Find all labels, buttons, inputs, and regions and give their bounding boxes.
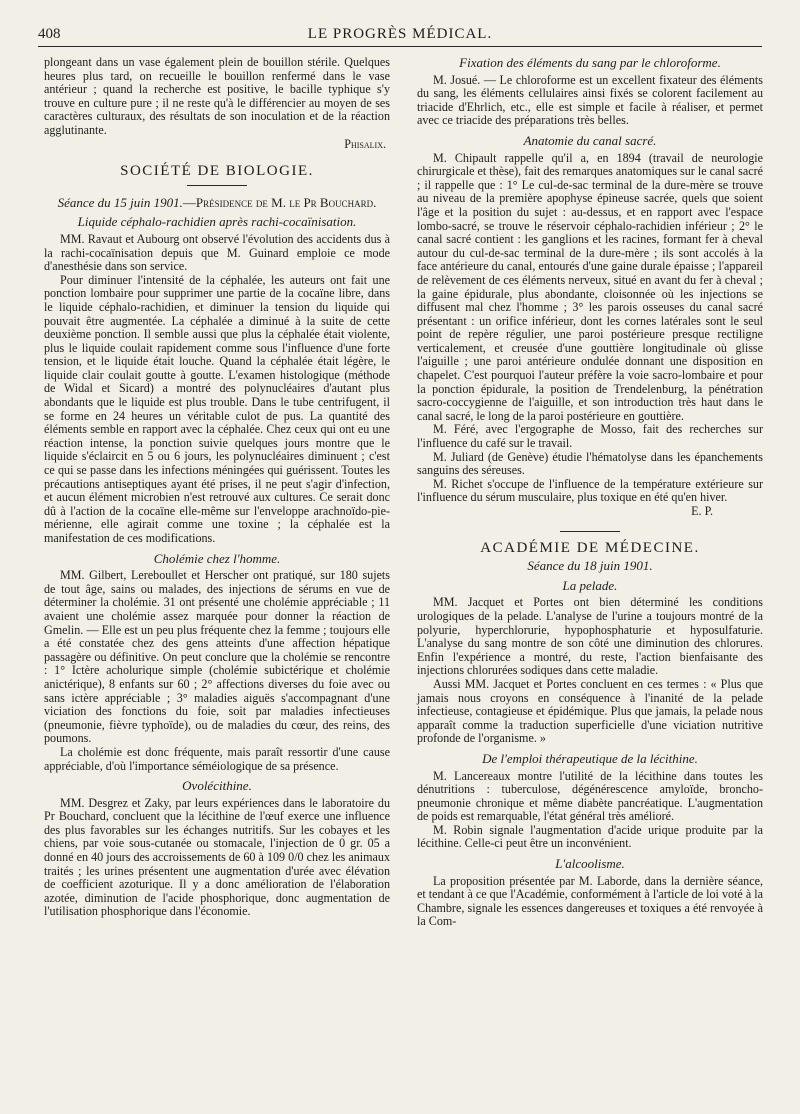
paragraph: MM. Gilbert, Lereboullet et Herscher ont pratiqué, sur 180 sujets de tout âge, sains ou malades, des injections de sérums en vue de déterminer la cholémie. 31 ont présenté une cholémie appréciable ; 11 avaient une cholémie assez marquée pour donner la réaction de Gmelin. — Elle est un peu plus fréquente chez la femme ; toujours elle a été constatée chez des gens atteints d'une affection hépatique passagère ou définitive. On peut conclure que la cholémie se rencontre : 1° Ictère acholurique simple (cholémie subictérique et cholémie anictérique), 8 enfants sur 60 ; 2° affections diverses du foie avec ou sans ictère appréciable ; 3° maladies aiguës s'accompagnant d'une viciation des fonctions du foie, soit par maladies infectieuses (pneumonie, fièvre typhoïde), ou de maladies du cœur, des reins, des poumons. — [44, 568, 390, 746]
seance-line — [44, 196, 390, 210]
section-body-lecithine — [417, 770, 763, 852]
page-number: 408 — [38, 26, 61, 42]
paragraph: M. Féré, avec l'ergographe de Mosso, fait des recherches sur l'influence du café sur le travail. — [417, 422, 763, 451]
seance-date: Séance du 15 juin 1901. — [57, 194, 183, 210]
title-rule — [187, 185, 247, 186]
paragraph: M. Juliard (de Genève) étudie l'hématolyse dans les épanchements sanguins des séreuses. — [417, 449, 763, 478]
left-column — [44, 56, 390, 919]
running-title: LE PROGRÈS MÉDICAL. — [307, 26, 493, 42]
intro-signature: Phisalix. — [344, 136, 386, 151]
paragraph: Pour diminuer l'intensité de la céphalée, les auteurs ont fait une ponction lombaire pour supprimer une partie de la cocaïne libre, dans le liquide céphalo-rachidien, et diminuer la tension du liquide qui pouvait être augmentée. La céphalée a diminué à la suite de cette deuxième ponction. Il semble aussi que plus la céphalée était violente, plus le liquide coulait rapidement comme sous l'influence d'une forte tension, et le liquide était louche. Quand la céphalée était légère, le liquide clair coulait goutte à goutte. L'examen histologique (méthode de Widal et Sicard) a montré des polynucléaires d'autant plus abondants que le liquide est plus trouble. Dans le tube centrifugent, il se forme en 24 heures un véritable culot de pus. La quantité des éléments semble en rapport avec la céphalée. Chez ceux qui ont eu une réaction intense, la ponction suivie quelques jours montre que le liquide s'éclaircit en 5 ou 6 jours, les polynucléaires diminuent ; c'est ce qui se passe dans les infections méningées qui guérissent. Toutes les précautions antiseptiques ayant été prises, il ne peut s'agir d'infection, et aucun élément microbien n'est retrouvé aux cultures. Ce serait donc dû à l'action de la cocaïne elle-même sur l'enveloppe arachnoïdo-pie-mérienne, elle agirait comme une toxine ; la céphalée est la manifestation de ces modifications. — [44, 272, 390, 545]
intro-paragraph: plongeant dans un vase également plein de bouillon stérile. Quelques heures plus tard, on recueille le bouillon renfermé dans le vase antérieur ; quand la recherche est positive, le bacille typhique s'y trouve en culture pure ; il ne reste qu'à le différencier au moyen de ses caractères culturaux, des résultats de son inoculation et de la réaction agglutinante. — [44, 55, 390, 137]
paragraph: MM. Ravaut et Aubourg ont observé l'évolution des accidents dus à la rachi-cocaïnisation depuis que M. Guinard emploie ce mode d'anesthésie dans son service. — [44, 231, 390, 274]
section-title-pelade: La pelade. — [562, 577, 618, 593]
section-title-ovolecithine: Ovolécithine. — [182, 778, 252, 794]
academy-date: Séance du 18 juin 1901. — [527, 558, 653, 574]
section-body-pelade — [417, 596, 763, 746]
paragraph: La cholémie est donc fréquente, mais paraît ressortir d'une cause appréciable, d'où l'importance séméiologique de sa présence. — [44, 744, 390, 773]
page-header — [38, 26, 762, 47]
paragraph: Aussi MM. Jacquet et Portes concluent en ces termes : « Plus que jamais nous croyons en conséquence à l'inanité de la pelade infectieuse, contagieuse et épidémique. Plus que jamais, la pelade nous apparaît comme la traduction superficielle d'une viciation nutritive profonde de l'organisme. » — [417, 676, 763, 746]
seance-presidence: —Présidence de M. le Pr Bouchard. — [182, 194, 377, 210]
paragraph: M. Chipault rappelle qu'il a, en 1894 (travail de neurologie chirurgicale et thèse), fait des remarques anatomiques sur le canal sacré ; il rappelle que : 1° Le cul-de-sac terminal de la dure-mère se trouve au niveau de la première apophyse épineuse sacrée, quels que soient l'âge et la position du sujet : au-dessus, et en rapport avec l'espace lombo-sacré, se trouve le réservoir céphalo-rachidien inférieur ; 2° le canal sacré contient : les ganglions et les racines, formant fer à cheval autour du cul-de-sac terminal de la dure-mère ; ils sont accolés à la face antérieure du canal, entourés d'une gaine durale épaisse ; l'appareil de relèvement de ces éléments nerveux, situé en avant du fer à cheval ; la gaine épidurale, plus abondante, cloisonnée où les injections se diffusent mal chez l'homme ; 3° les parois osseuses du canal sacré présentant : un orifice inférieur, dont les cornes latérales sont le seul point de repère régulier, une paroi postérieure presque rectiligne verticalement, et creusée d'une gouttière longitudinale où glisse l'aiguille ; une paroi antérieure ondulée donnant une disposition en chapelet. C'est pourquoi l'auteur préfère la voie sacro-lombaire et pour la ponction épidurale, la position de Trendelenburg, la pénétration sacro-coccygienne de l'aiguille, et son introduction très haut dans le canal sacré, le long de la paroi postérieure en gouttière. — [417, 150, 763, 423]
section-body-canal-sacre — [417, 152, 763, 505]
society-title: SOCIÉTÉ DE BIOLOGIE. — [120, 163, 314, 180]
section-title-alcoolisme: L'alcoolisme. — [555, 856, 625, 872]
paragraph: M. Richet s'occupe de l'influence de la température extérieure sur l'influence du sérum musculaire, plus toxique en été qu'en hiver. — [417, 476, 763, 505]
section-signature: E. P. — [691, 504, 713, 518]
section-body-chloroforme — [417, 74, 763, 128]
section-divider — [560, 531, 620, 532]
section-body-rachi — [44, 233, 390, 546]
section-title-chloroforme: Fixation des éléments du sang par le chloroforme. — [459, 55, 721, 70]
paragraph: M. Lancereaux montre l'utilité de la lécithine dans toutes les dénutritions : tuberculose, dégénérescence amyloïde, broncho-pneumonie chronique et même diabète pancréatique. L'augmentation de poids est remarquable, l'état général très amélioré. — [417, 768, 763, 824]
paragraph: M. Robin signale l'augmentation d'acide urique produite par la lécithine. Celle-ci peut être un inconvénient. — [417, 822, 763, 851]
paragraph: MM. Jacquet et Portes ont bien déterminé les conditions urologiques de la pelade. L'analyse de l'urine a toujours montré de la polyurie, hyperchlorurie, hypophosphaturie et hyposulfaturie. L'analyse du sang montre de son côté une diminution des chlorures. Enfin l'expérience a montré, du reste, l'action bienfaisante des injections chlorurées sodiques dans cette maladie. — [417, 595, 763, 678]
section-title-canal-sacre: Anatomie du canal sacré. — [523, 132, 657, 148]
paragraph: M. Josué. — Le chloroforme est un excellent fixateur des éléments du sang, les éléments cellulaires ainsi fixés se colorent facilement au triacide d'Ehrlich, etc., elle est simple et facile à réaliser, et permet avec ce triacide des préparations très belles. — [417, 72, 763, 128]
section-title-lecithine: De l'emploi thérapeutique de la lécithine. — [482, 750, 698, 766]
section-title-rachi: Liquide céphalo-rachidien après rachi-cocaïnisation. — [77, 214, 357, 230]
section-body-alcoolisme — [417, 875, 763, 929]
paragraph: La proposition présentée par M. Laborde, dans la dernière séance, et tendant à ce que l'Académie, conformément à l'article de loi voté à la Chambre, signale les essences dangereuses et toxiques a été renvoyée à la Com- — [417, 873, 763, 929]
academy-title: ACADÉMIE DE MÉDECINE. — [480, 539, 700, 556]
section-title-cholemie: Cholémie chez l'homme. — [153, 550, 281, 566]
section-body-cholemie — [44, 569, 390, 773]
paragraph: MM. Desgrez et Zaky, par leurs expériences dans le laboratoire du Pr Bouchard, concluent que la lécithine de l'œuf exerce une influence des plus favorables sur les échanges nutritifs. Sur les cobayes et les chiens, par voie sous-cutanée ou stomacale, l'injection de 0 gr. 05 a donné en 40 jours des accroissements de 60 à 109 0/0 chez les animaux traités ; les urines présentent une augmentation d'urée avec élévation de coefficient azoturique. Il y a donc amélioration de l'élaboration azotée, diminution de l'acide phosphorique, donc augmentation de l'utilisation phosphorique dans l'économie. — [44, 795, 390, 919]
section-body-ovolecithine — [44, 797, 390, 919]
right-column — [417, 56, 763, 929]
